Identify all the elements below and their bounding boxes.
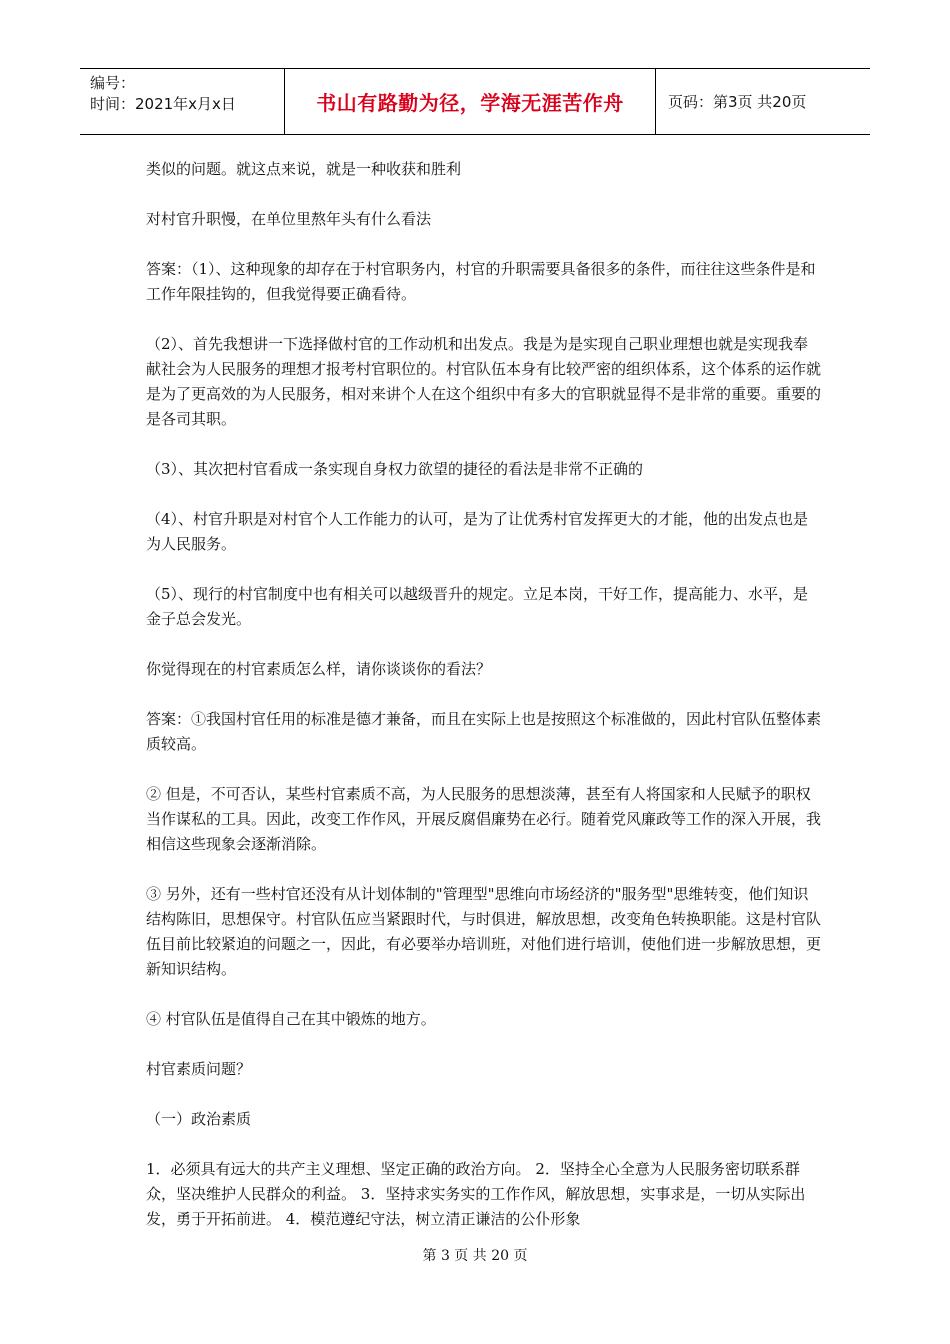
document-time-label: 时间：2021年x月x日 <box>90 95 236 113</box>
document-body <box>146 157 822 1257</box>
paragraph: ③ 另外，还有一些村官还没有从计划体制的"管理型"思维向市场经济的"服务型"思维转变，他们知识结构陈旧，思想保守。村官队伍应当紧跟时代，与时俱进，解放思想，改变角色转换职能。这是村官队伍目前比较紧迫的问题之一，因此，有必要举办培训班，对他们进行培训，使他们进一步解放思想，更新知识结构。 <box>146 885 822 978</box>
header-motto: 书山有路勤为径，学海无涯苦作舟 <box>284 69 656 134</box>
section-heading: （一）政治素质 <box>146 1110 252 1128</box>
paragraph: 类似的问题。就这点来说，就是一种收获和胜利 <box>146 160 462 178</box>
paragraph: ② 但是，不可否认，某些村官素质不高，为人民服务的思想淡薄，甚至有人将国家和人民赋予的职权当作谋私的工具。因此，改变工作作风，开展反腐倡廉势在必行。随着党风廉政等工作的深入开展，我相信这些现象会逐渐消除。 <box>146 785 822 853</box>
paragraph: ④ 村官队伍是值得自己在其中锻炼的地方。 <box>146 1010 436 1028</box>
header-page-info: 页码：第3页 共20页 <box>668 93 807 111</box>
paragraph: （3）、其次把村官看成一条实现自身权力欲望的捷径的看法是非常不正确的 <box>146 460 644 478</box>
paragraph: （2）、首先我想讲一下选择做村官的工作动机和出发点。我是为是实现自己职业理想也就是实现我奉献社会为人民服务的理想才报考村官职位的。村官队伍本身有比较严密的组织体系，这个体系的运作就是为了更高效的为人民服务，相对来讲个人在这个组织中有多大的官职就显得不是非常的重要。重要的是各司其职。 <box>146 335 822 428</box>
paragraph: 答案：①我国村官任用的标准是德才兼备，而且在实际上也是按照这个标准做的，因此村官队伍整体素质较高。 <box>146 710 822 753</box>
page-footer: 第 3 页 共 20 页 <box>422 1248 528 1264</box>
header-meta <box>80 69 284 134</box>
page-header <box>80 68 870 135</box>
paragraph: （5）、现行的村官制度中也有相关可以越级晋升的规定。立足本岗，干好工作，提高能力、水平，是金子总会发光。 <box>146 585 809 628</box>
question-heading: 村官素质问题？ <box>146 1060 252 1078</box>
paragraph: 1．必须具有远大的共产主义理想、坚定正确的政治方向。 2．坚持全心全意为人民服务密切联系群众，坚决维护人民群众的利益。 3．坚持求实务实的工作作风，解放思想，实事求是，一切从实际出发，勇于开拓前进。 4．模范遵纪守法，树立清正谦洁的公仆形象 <box>146 1160 806 1228</box>
paragraph: 答案：（1）、这种现象的却存在于村官职务内，村官的升职需要具备很多的条件，而往往这些条件是和工作年限挂钩的，但我觉得要正确看待。 <box>146 260 816 303</box>
paragraph: （4）、村官升职是对村官个人工作能力的认可，是为了让优秀村官发挥更大的才能，他的出发点也是为人民服务。 <box>146 510 809 553</box>
question-heading: 你觉得现在的村官素质怎么样，请你谈谈你的看法？ <box>146 660 492 678</box>
document-number-label: 编号： <box>90 74 136 92</box>
question-heading: 对村官升职慢，在单位里熬年头有什么看法 <box>146 210 432 228</box>
